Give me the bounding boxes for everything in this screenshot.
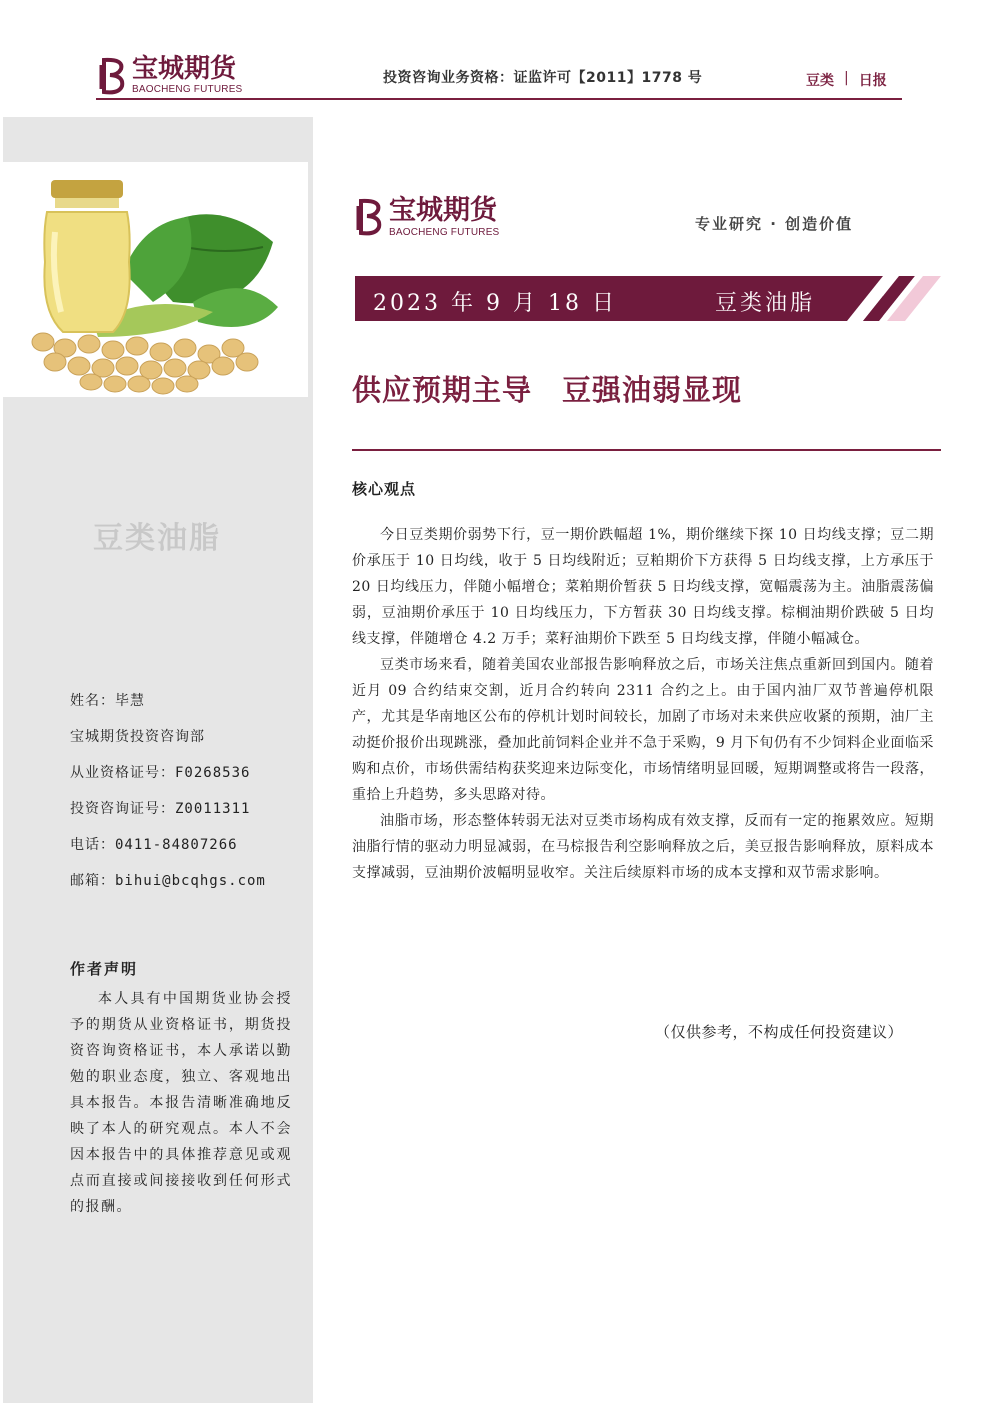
analyst-phone: 电话：0411-84807266 <box>70 837 238 853</box>
company-slogan: 专业研究 · 创造价值 <box>695 215 854 233</box>
headline-part-2: 豆强油弱显现 <box>562 373 743 407</box>
date-banner <box>355 276 941 321</box>
logo-english-name: BAOCHENG FUTURES <box>389 226 500 238</box>
section-title-core-view: 核心观点 <box>352 480 417 498</box>
paragraph-2: 豆类市场来看，随着美国农业部报告影响释放之后，市场关注焦点重新回到国内。随着近月 09 合约结束交割，近月合约转向 2311 合约之上。由于国内油厂双节普遍停机限产，尤其是华南地区公布的停机计划时间较长，加剧了市场对未来供应收紧的预期，油厂主动挺价报价出现跳涨，叠加此前饲料企业并不急于采购，9 月下旬仍有不少饲料企业面临采购和点价，市场供需结构获奖迎来边际变化，市场情绪明显回暖，短期调整或将告一段落，重拾上升趋势，多头思路对待。 <box>352 657 934 803</box>
tag-category: 豆类 <box>806 73 834 89</box>
page-header <box>0 0 992 104</box>
report-headline <box>352 368 742 409</box>
author-statement-text: 本人具有中国期货业协会授予的期货从业资格证书，期货投资咨询资格证书，本人承诺以勤勉的职业态度，独立、客观地出具本报告。本报告清晰准确地反映了本人的研究观点。本人不会因本报告中的具体推荐意见或观点而直接或间接接收到任何形式的报酬。 <box>70 991 292 1215</box>
investment-disclaimer: （仅供参考，不构成任何投资建议） <box>655 1023 904 1041</box>
analyst-license: 从业资格证号：F0268536 <box>70 765 251 781</box>
analyst-department: 宝城期货投资咨询部 <box>70 729 205 745</box>
headline-divider <box>352 449 941 451</box>
logo-chinese-name: 宝城期货 <box>132 54 237 84</box>
report-category: 豆类油脂 <box>715 291 816 316</box>
soybean-oil-photo <box>3 162 308 397</box>
logo-mark-icon <box>98 57 128 95</box>
author-statement-title: 作者声明 <box>70 960 139 978</box>
main-company-logo <box>355 195 499 239</box>
header-divider <box>96 98 902 100</box>
report-date: 2023 年 9 月 18 日 <box>373 291 617 316</box>
tag-separator: | <box>844 70 849 86</box>
core-view-body <box>352 522 934 886</box>
analyst-info <box>70 689 266 905</box>
analyst-consult-license: 投资咨询证号：Z0011311 <box>70 801 251 817</box>
paragraph-1: 今日豆类期价弱势下行，豆一期价跌幅超 1%，期价继续下探 10 日均线支撑；豆二期价承压于 10 日均线，收于 5 日均线附近；豆粕期价下方获得 5 日均线支撑，上方承压于 20 日均线压力，伴随小幅增仓；菜粕期价暂获 5 日均线支撑，宽幅震荡为主。油脂震荡偏弱，豆油期价承压于 10 日均线压力，下方暂获 30 日均线支撑。棕榈油期价跌破 5 日均线支撑，伴随增仓 4.2 万手；菜籽油期价下跌至 5 日均线支撑，伴随小幅减仓。 <box>352 527 934 647</box>
company-logo <box>98 56 242 95</box>
paragraph-3: 油脂市场，形态整体转弱无法对豆类市场构成有效支撑，反而有一定的拖累效应。短期油脂行情的驱动力明显减弱，在马棕报告利空影响释放之后，美豆报告影响释放，原料成本支撑减弱，豆油期价波幅明显收窄。关注后续原料市场的成本支撑和双节需求影响。 <box>352 813 934 881</box>
logo-chinese-name: 宝城期货 <box>389 194 497 226</box>
qualification-text: 投资咨询业务资格：证监许可【2011】1778 号 <box>383 70 703 86</box>
sidebar-category-title: 豆类油脂 <box>93 521 221 556</box>
analyst-name: 姓名：毕慧 <box>70 693 145 709</box>
logo-mark-icon <box>355 195 385 239</box>
logo-english-name: BAOCHENG FUTURES <box>132 84 243 95</box>
analyst-email[interactable]: 邮箱：bihui@bcqhgs.com <box>70 873 266 889</box>
report-tags <box>806 70 887 90</box>
tag-frequency: 日报 <box>858 73 887 89</box>
headline-part-1: 供应预期主导 <box>352 373 533 407</box>
